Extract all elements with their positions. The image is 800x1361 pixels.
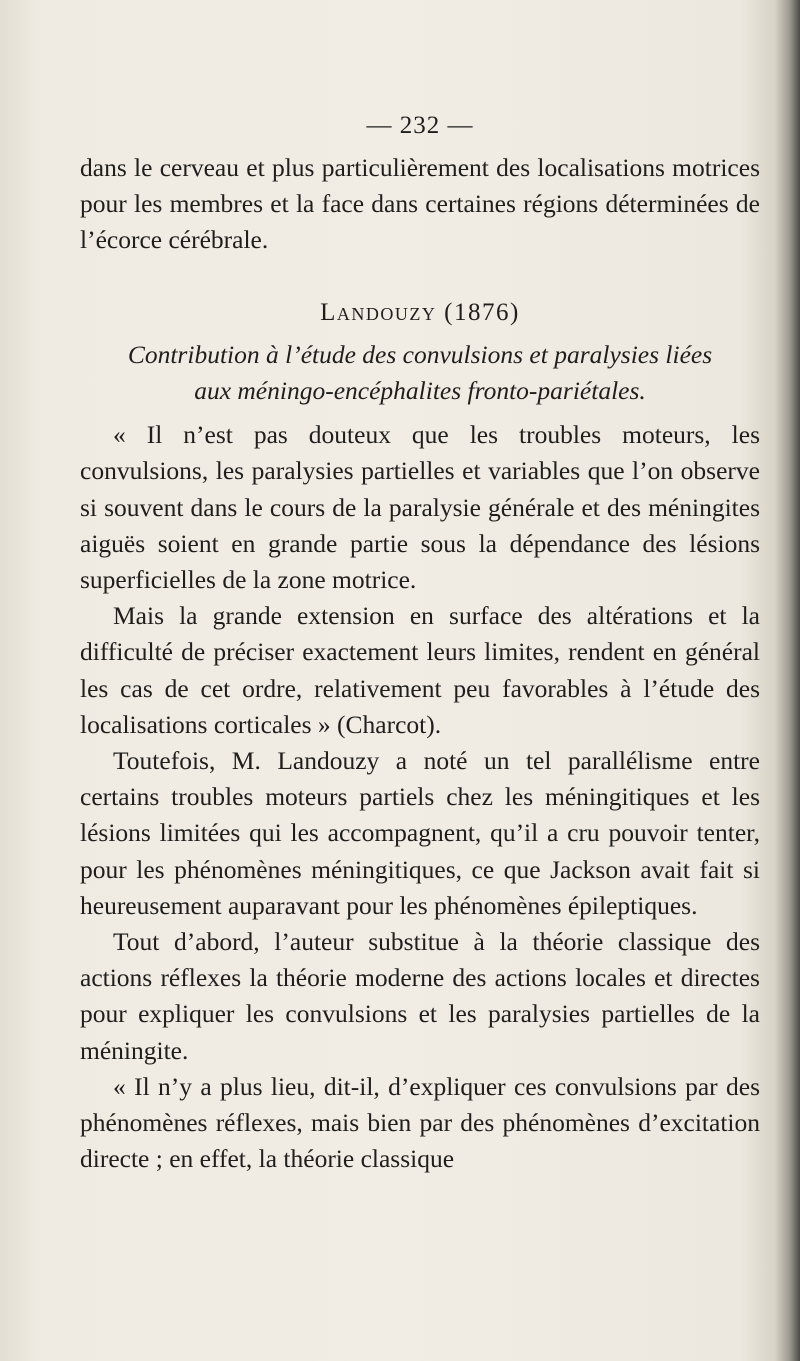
work-title-line-1: Contribution à l’étude des convulsions et paralysies liées [127, 339, 713, 369]
intro-paragraph: dans le cerveau et plus particulièrement des localisations motrices pour les membres et la face dans certaines régions déterminées de l’écorce cérébrale. [80, 153, 760, 255]
page-text [80, 108, 760, 1177]
body-paragraph: Toutefois, M. Landouzy a noté un tel parallélisme entre certains troubles moteurs partiels chez les méningitiques et les lésions limitées qui les accompagnent, qu’il a cru pouvoir tenter, pour les phénomènes méningitiques, ce que Jackson avait fait si heureusement auparavant pour les phénomènes épileptiques. [80, 746, 760, 920]
work-title-line-2: aux méningo-encéphalites fronto-pariétales. [194, 376, 646, 406]
page-number: — 232 — [366, 112, 474, 139]
work-title [80, 337, 760, 409]
body-paragraph: « Il n’est pas douteux que les troubles moteurs, les convulsions, les paralysies partielles et variables que l’on observe si souvent dans le cours de la paralysie générale et des méningites aiguës soient en grande partie sous la dépendance des lésions superficielles de la zone motrice. [80, 420, 760, 595]
author-heading: Landouzy (1876) [320, 298, 520, 326]
body-paragraph: « Il n’y a plus lieu, dit-il, d’expliquer ces convulsions par des phénomènes réflexes, mais bien par des phénomènes d’excitation directe ; en effet, la théorie classique [80, 1071, 760, 1174]
body-paragraph: Tout d’abord, l’auteur substitue à la théorie classique des actions réflexes la théorie moderne des actions locales et directes pour expliquer les convulsions et les paralysies partielles de la méningite. [80, 927, 760, 1065]
body-paragraph: Mais la grande extension en surface des altérations et la difficulté de préciser exactement leurs limites, rendent en général les cas de cet ordre, relativement peu favorables à l’étude des localisations corticales » (Charcot). [80, 601, 760, 739]
